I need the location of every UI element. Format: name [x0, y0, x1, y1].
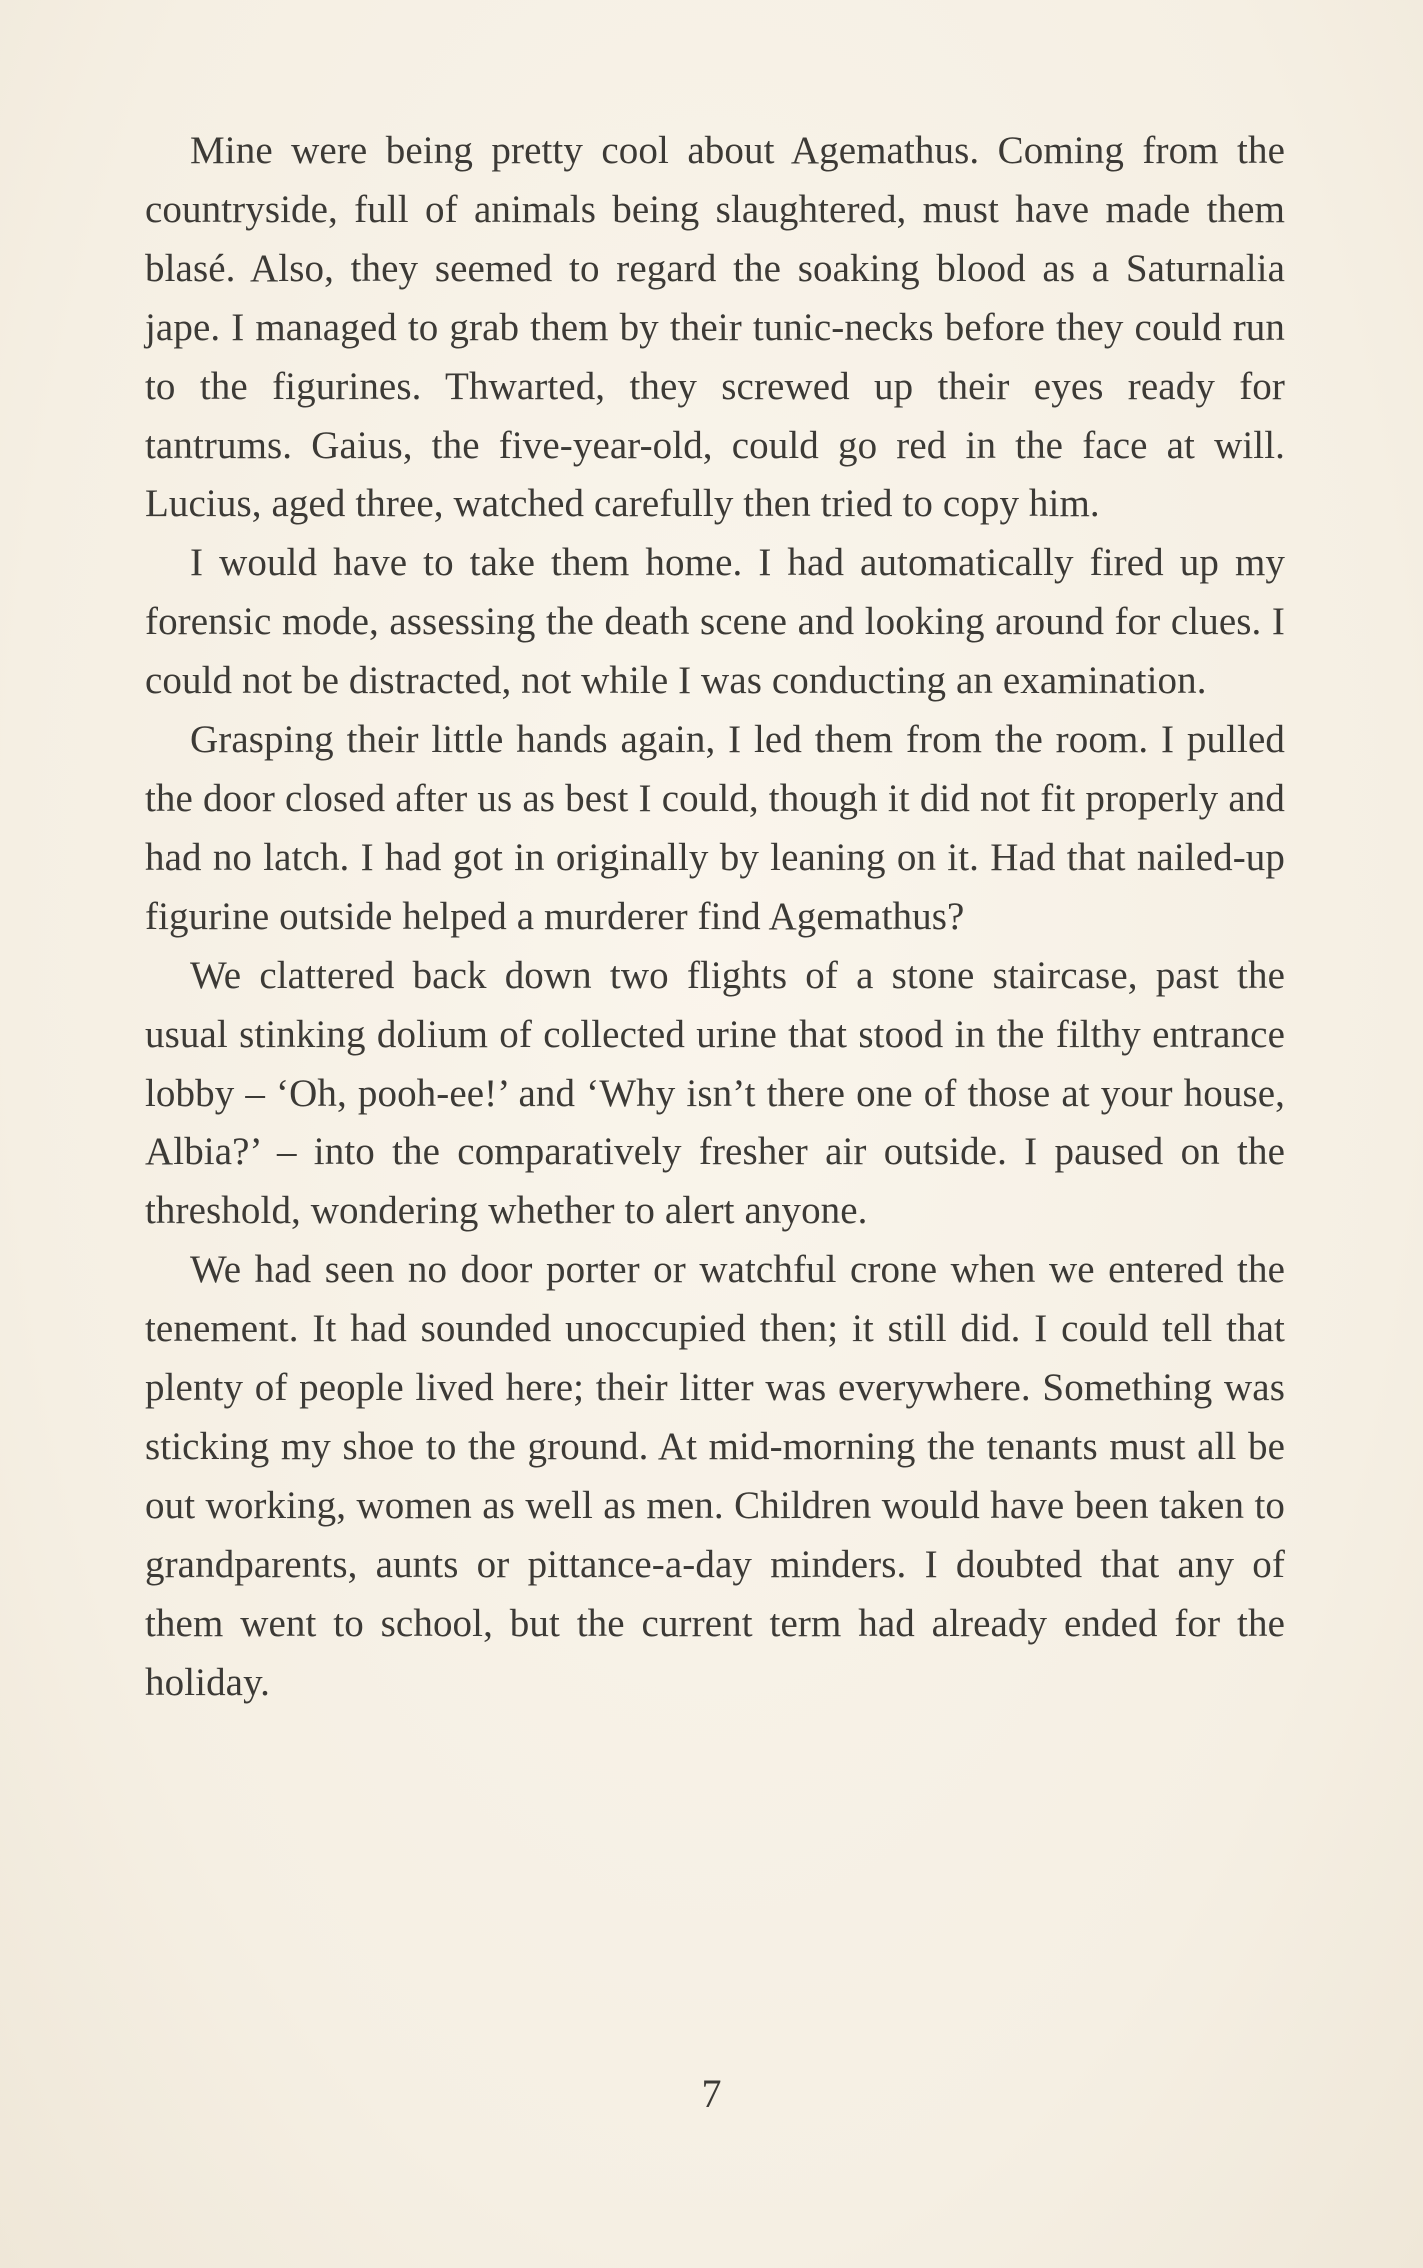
- paragraph-1: Mine were being pretty cool about Agemathus. Coming from the countryside, full of animals being slaughtered, must have made them blasé. Also, they seemed to regard the soaking blood as a Saturnalia jape. I managed to grab them by their tunic-necks before they could run to the figurines. Thwarted, they screwed up their eyes ready for tantrums. Gaius, the five-year-old, could go red in the face at will. Lucius, aged three, watched carefully then tried to copy him.: [145, 129, 1285, 526]
- paragraph-2: I would have to take them home. I had automatically fired up my forensic mode, assessing the death scene and looking around for clues. I could not be distracted, not while I was conducting an examination.: [145, 541, 1285, 703]
- body-text: [145, 122, 1285, 1712]
- page-number: 7: [701, 2071, 722, 2116]
- paragraph-4: We clattered back down two flights of a stone staircase, past the usual stinking dolium of collected urine that stood in the filthy entrance lobby – ‘Oh, pooh-ee!’ and ‘Why isn’t there one of those at your house, Albia?’ – into the comparatively fresher air outside. I paused on the threshold, wondering whether to alert anyone.: [145, 953, 1285, 1233]
- paragraph-3: Grasping their little hands again, I led them from the room. I pulled the door closed after us as best I could, though it did not fit properly and had no latch. I had got in originally by leaning on it. Had that nailed-up figurine outside helped a murderer find Agemathus?: [145, 718, 1285, 938]
- paragraph-5: We had seen no door porter or watchful crone when we entered the tenement. It had sounded unoccupied then; it still did. I could tell that plenty of people lived here; their litter was everywhere. Something was sticking my shoe to the ground. At mid-morning the tenants must all be out working, women as well as men. Children would have been taken to grandparents, aunts or pittance-a-day minders. I doubted that any of them went to school, but the current term had already ended for the holiday.: [145, 1248, 1285, 1704]
